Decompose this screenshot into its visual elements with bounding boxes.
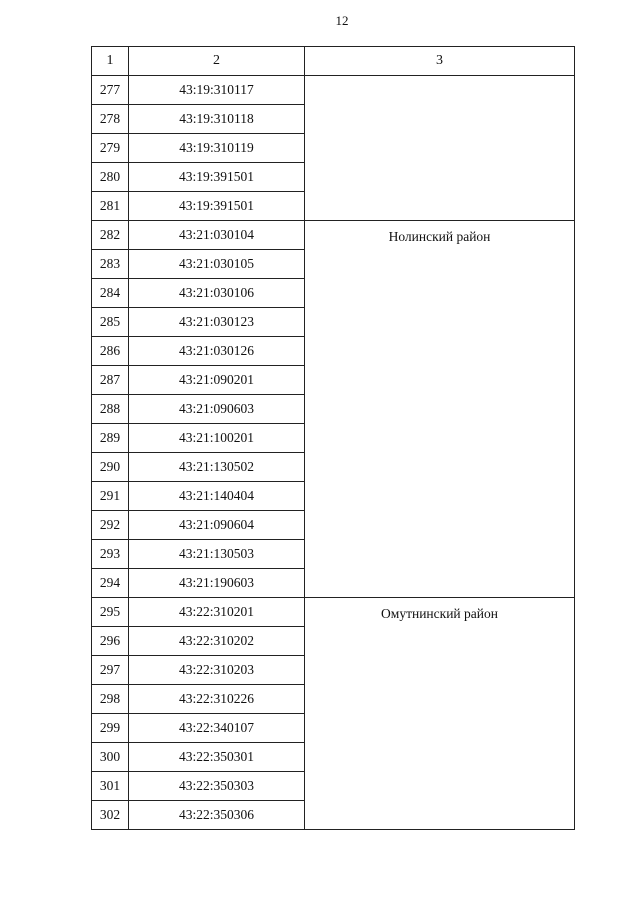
cadastral-code: 43:22:310203	[129, 656, 305, 685]
district-name	[305, 76, 575, 221]
row-number: 277	[92, 76, 129, 105]
table-row	[92, 76, 575, 105]
cadastral-code: 43:21:030104	[129, 221, 305, 250]
cadastral-code: 43:22:310226	[129, 685, 305, 714]
row-number: 288	[92, 395, 129, 424]
cadastral-code: 43:21:130502	[129, 453, 305, 482]
cadastral-code: 43:22:350306	[129, 801, 305, 830]
row-number: 300	[92, 743, 129, 772]
district-name: Нолинский район	[305, 221, 575, 598]
row-number: 286	[92, 337, 129, 366]
table-body	[92, 76, 575, 830]
cadastral-code: 43:21:130503	[129, 540, 305, 569]
cadastral-code: 43:22:340107	[129, 714, 305, 743]
row-number: 301	[92, 772, 129, 801]
cadastral-code: 43:21:090603	[129, 395, 305, 424]
cadastral-code: 43:21:090201	[129, 366, 305, 395]
row-number: 296	[92, 627, 129, 656]
cadastral-code: 43:21:100201	[129, 424, 305, 453]
cadastral-code: 43:19:391501	[129, 192, 305, 221]
cadastral-code: 43:19:310119	[129, 134, 305, 163]
cadastral-code: 43:19:310117	[129, 76, 305, 105]
cadastral-code: 43:19:391501	[129, 163, 305, 192]
row-number: 293	[92, 540, 129, 569]
cadastral-code: 43:21:030123	[129, 308, 305, 337]
column-header-2: 2	[129, 47, 305, 76]
district-name: Омутнинский район	[305, 598, 575, 830]
table-row	[92, 598, 575, 627]
cadastral-code: 43:21:030106	[129, 279, 305, 308]
cadastral-code: 43:22:350303	[129, 772, 305, 801]
row-number: 290	[92, 453, 129, 482]
cadastral-code: 43:21:030126	[129, 337, 305, 366]
row-number: 297	[92, 656, 129, 685]
row-number: 287	[92, 366, 129, 395]
row-number: 291	[92, 482, 129, 511]
row-number: 280	[92, 163, 129, 192]
row-number: 279	[92, 134, 129, 163]
cadastral-code: 43:22:350301	[129, 743, 305, 772]
row-number: 281	[92, 192, 129, 221]
table-row	[92, 221, 575, 250]
row-number: 284	[92, 279, 129, 308]
row-number: 302	[92, 801, 129, 830]
row-number: 298	[92, 685, 129, 714]
page-number: 12	[335, 13, 349, 28]
row-number: 285	[92, 308, 129, 337]
row-number: 292	[92, 511, 129, 540]
row-number: 283	[92, 250, 129, 279]
row-number: 299	[92, 714, 129, 743]
cadastral-code: 43:21:090604	[129, 511, 305, 540]
row-number: 295	[92, 598, 129, 627]
cadastral-table	[91, 46, 575, 830]
column-header-1: 1	[92, 47, 129, 76]
row-number: 278	[92, 105, 129, 134]
row-number: 282	[92, 221, 129, 250]
cadastral-code: 43:21:190603	[129, 569, 305, 598]
cadastral-code: 43:22:310202	[129, 627, 305, 656]
cadastral-code: 43:22:310201	[129, 598, 305, 627]
row-number: 294	[92, 569, 129, 598]
table-header-row	[92, 47, 575, 76]
cadastral-code: 43:21:140404	[129, 482, 305, 511]
column-header-3: 3	[305, 47, 575, 76]
row-number: 289	[92, 424, 129, 453]
cadastral-code: 43:19:310118	[129, 105, 305, 134]
cadastral-code: 43:21:030105	[129, 250, 305, 279]
